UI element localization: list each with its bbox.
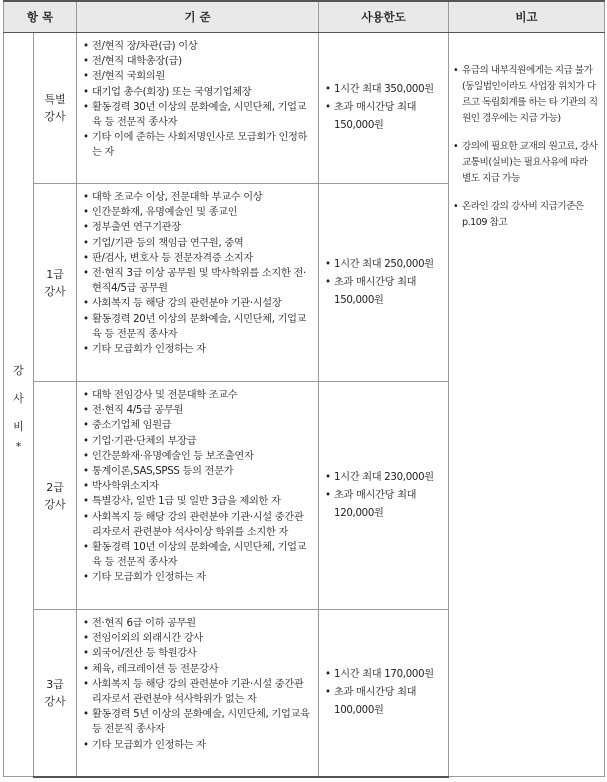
grade-label: 강사 bbox=[44, 694, 66, 708]
grade-cell bbox=[34, 382, 77, 610]
grade-label: 강사 bbox=[44, 284, 66, 298]
category-char: 사 bbox=[13, 391, 24, 405]
note-item: • 온라인 강의 강사비 지급기준은 p.109 참고 bbox=[453, 199, 598, 231]
limit-cell bbox=[319, 33, 449, 184]
table-row bbox=[4, 33, 605, 184]
lecturer-fee-table bbox=[3, 0, 605, 778]
criteria-item: • 사회복지 등 해당 강의 관련분야 기관·시설 중간관리자로서 관련분야 석사이상 학위를 소지한 자 bbox=[83, 510, 312, 540]
limit-item: • 1시간 최대 170,000원 bbox=[325, 666, 442, 684]
grade-cell bbox=[34, 184, 77, 382]
category-char: 비 bbox=[13, 419, 24, 433]
criteria-item: • 통계이론,SAS,SPSS 등의 전문가 bbox=[83, 464, 312, 479]
limit-item: • 1시간 최대 250,000원 bbox=[325, 256, 442, 274]
criteria-item: • 전/현직 장/차관(급) 이상 bbox=[83, 39, 312, 54]
limit-item: • 초과 매시간당 최대 150,000원 bbox=[325, 99, 442, 135]
criteria-item: • 전·현직 6급 이하 공무원 bbox=[83, 616, 312, 631]
criteria-item: • 중소기업체 임원급 bbox=[83, 418, 312, 433]
header-limit: 사용한도 bbox=[319, 1, 449, 33]
note-item: • 유급의 내부직원에게는 지급 불가 (동일법인이라도 사업장 위치가 다르고 독립회계를 하는 타 기관의 직원인 경우에는 지급 가능) bbox=[453, 63, 598, 127]
limit-item: • 1시간 최대 230,000원 bbox=[325, 469, 442, 487]
note-item: • 강의에 필요한 교재의 원고료, 강사 교통비(실비)는 필요사유에 따라 별도 지급 가능 bbox=[453, 139, 598, 187]
grade-label: 3급 bbox=[46, 677, 64, 691]
criteria-cell bbox=[77, 33, 319, 184]
criteria-item: • 박사학위소지자 bbox=[83, 479, 312, 494]
limit-cell bbox=[319, 184, 449, 382]
limit-item: • 초과 매시간당 최대 150,000원 bbox=[325, 274, 442, 310]
criteria-item: • 인간문화재·유명예술인 등 보조출연자 bbox=[83, 449, 312, 464]
limit-cell bbox=[319, 610, 449, 777]
criteria-item: • 외국어/전산 등 학원강사 bbox=[83, 646, 312, 661]
limit-cell bbox=[319, 382, 449, 610]
criteria-item: • 사회복지 등 해당 강의 관련분야 기관·시설 중간관리자로서 관련분야 석사학위가 없는 자 bbox=[83, 677, 312, 707]
criteria-item: • 전임이외의 외래시간 강사 bbox=[83, 631, 312, 646]
limit-item: • 초과 매시간당 최대 120,000원 bbox=[325, 487, 442, 523]
criteria-item: • 기타 모급회가 인정하는 자 bbox=[83, 570, 312, 585]
criteria-item: • 전·현직 3급 이상 공무원 및 박사학위를 소지한 전·현직4/5급 공무원 bbox=[83, 266, 312, 296]
header-note: 비고 bbox=[449, 1, 605, 33]
header-criteria: 기 준 bbox=[77, 1, 319, 33]
criteria-item: • 활동경력 20년 이상의 문화예술, 시민단체, 기업교육 등 전문직 종사자 bbox=[83, 312, 312, 342]
category-char: 강 bbox=[13, 363, 24, 377]
criteria-item: • 활동경력 30년 이상의 문화예술, 시민단체, 기업교육 등 전문직 종사자 bbox=[83, 100, 312, 130]
limit-item: • 초과 매시간당 최대 100,000원 bbox=[325, 684, 442, 720]
grade-cell bbox=[34, 33, 77, 184]
criteria-item: • 대학 전임강사 및 전문대학 조교수 bbox=[83, 388, 312, 403]
grade-label: 특별 bbox=[44, 93, 66, 106]
criteria-item: • 기업·기관·단체의 부장급 bbox=[83, 434, 312, 449]
grade-label: 강사 bbox=[44, 110, 66, 123]
header-row bbox=[4, 1, 605, 33]
grade-label: 2급 bbox=[46, 480, 64, 494]
criteria-item: • 사회복지 등 해당 강의 관련분야 기관·시설장 bbox=[83, 296, 312, 311]
grade-label: 강사 bbox=[44, 497, 66, 511]
criteria-item: • 기업/기관 등의 책임급 연구원, 중역 bbox=[83, 236, 312, 251]
note-cell bbox=[449, 33, 605, 777]
criteria-item: • 대기업 총수(회장) 또는 국영기업체장 bbox=[83, 85, 312, 100]
criteria-item: • 기타 모급회가 인정하는 자 bbox=[83, 738, 312, 753]
criteria-cell bbox=[77, 382, 319, 610]
criteria-item: • 기타 이에 준하는 사회저명인사로 모급회가 인정하는 자 bbox=[83, 130, 312, 160]
grade-label: 1급 bbox=[46, 267, 64, 281]
category-char: * bbox=[15, 439, 22, 453]
category-cell bbox=[4, 33, 34, 777]
criteria-cell bbox=[77, 610, 319, 777]
criteria-item: • 활동경력 10년 이상의 문화예술, 시민단체, 기업교육 등 전문직 종사자 bbox=[83, 540, 312, 570]
criteria-item: • 판/검사, 변호사 등 전문자격증 소지자 bbox=[83, 251, 312, 266]
criteria-item: • 정부출연 연구기관장 bbox=[83, 220, 312, 235]
criteria-item: • 전·현직 4/5급 공무원 bbox=[83, 403, 312, 418]
criteria-item: • 기타 모급회가 인정하는 자 bbox=[83, 342, 312, 357]
criteria-item: • 대학 조교수 이상, 전문대학 부교수 이상 bbox=[83, 190, 312, 205]
limit-item: • 1시간 최대 350,000원 bbox=[325, 81, 442, 99]
criteria-item: • 체육, 레크레이션 등 전문강사 bbox=[83, 662, 312, 677]
criteria-item: • 인간문화재, 유명예술인 및 종교인 bbox=[83, 205, 312, 220]
grade-cell bbox=[34, 610, 77, 777]
criteria-item: • 활동경력 5년 이상의 문화예술, 시민단체, 기업교육 등 전문직 종사자 bbox=[83, 707, 312, 737]
header-item: 항 목 bbox=[4, 1, 77, 33]
criteria-item: • 전/현직 국회의원 bbox=[83, 69, 312, 84]
criteria-item: • 특별강사, 일반 1급 및 일반 3급을 제외한 자 bbox=[83, 494, 312, 509]
criteria-cell bbox=[77, 184, 319, 382]
criteria-item: • 전/현직 대학총장(급) bbox=[83, 54, 312, 69]
